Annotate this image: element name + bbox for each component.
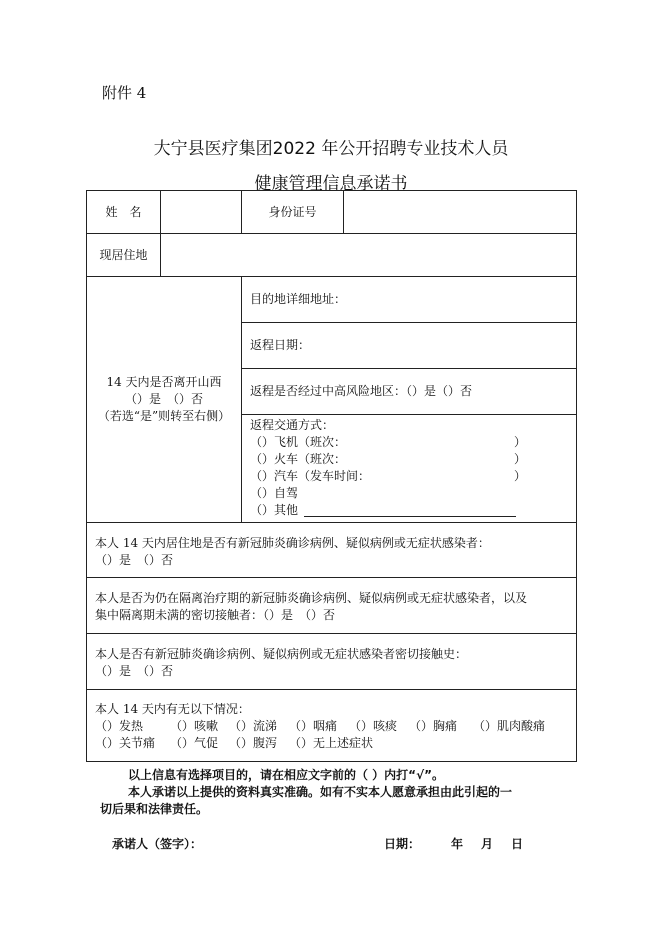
question-2-cell (86, 577, 577, 634)
return-date-label: 返程日期： (250, 338, 311, 352)
symptom-cough[interactable]: （）咳嗽 (170, 719, 219, 733)
left-travel-cell (86, 276, 242, 523)
question-1-cell (86, 522, 577, 578)
commitment-note-line2: 切后果和法律责任。 (100, 802, 209, 816)
date-month: 月 (481, 837, 494, 851)
symptom-muscle-ache[interactable]: （）肌肉酸痛 (473, 719, 546, 733)
question-4-cell (86, 689, 577, 762)
destination-label: 目的地详细地址： (250, 292, 347, 306)
symptom-phlegm[interactable]: （）咳痰 (349, 719, 398, 733)
transport-plane[interactable]: （）飞机（班次： (250, 435, 347, 449)
id-field[interactable] (343, 190, 577, 234)
question-1-options[interactable]: （）是 （）否 (95, 553, 174, 567)
transport-car[interactable]: （）汽车（发车时间： (250, 469, 371, 483)
symptom-sore-throat[interactable]: （）咽痛 (289, 719, 338, 733)
question-3-cell (86, 633, 577, 690)
document-title: 大宁县医疗集团2022 年公开招聘专业技术人员 (153, 139, 509, 159)
date-year: 年 (451, 837, 464, 851)
transport-title: 返程交通方式： (250, 418, 335, 432)
risk-area-label: 返程是否经过中高风险地区：（）是（）否 (250, 384, 473, 398)
left-travel-line3: （若选“是”则转至右侧） (97, 409, 231, 423)
question-4-title: 本人 14 天内有无以下情况： (95, 702, 250, 716)
symptom-fever[interactable]: （）发热 (95, 719, 144, 733)
question-2-text1: 本人是否为仍在隔离治疗期的新冠肺炎确诊病例、疑似病例或无症状感染者，以及 (95, 591, 528, 605)
transport-cell (241, 414, 577, 523)
symptom-diarrhea[interactable]: （）腹泻 (229, 736, 278, 750)
question-2-text2[interactable]: 集中隔离期未满的密切接触者：（）是 （）否 (95, 608, 336, 622)
transport-other-underline[interactable] (304, 502, 516, 517)
transport-train[interactable]: （）火车（班次： (250, 452, 347, 466)
document-subtitle: 健康管理信息承诺书 (254, 174, 408, 194)
question-1-text: 本人 14 天内居住地是否有新冠肺炎确诊病例、疑似病例或无症状感染者： (95, 536, 490, 550)
symptom-row-1 (95, 718, 568, 735)
symptom-chest-pain[interactable]: （）胸痛 (409, 719, 458, 733)
name-field[interactable] (160, 190, 242, 234)
symptom-joint-pain[interactable]: （）关节痛 (95, 736, 156, 750)
symptom-none[interactable]: （）无上述症状 (289, 736, 374, 750)
commitment-note-line1: 本人承诺以上提供的资料真实准确。如有不实本人愿意承担由此引起的一 (128, 785, 513, 799)
symptom-row-2 (95, 735, 568, 752)
transport-self[interactable]: （）自驾 (250, 486, 299, 500)
return-date-cell[interactable] (241, 322, 577, 369)
risk-area-cell[interactable] (241, 368, 577, 415)
transport-plane-close: ） (514, 435, 527, 449)
left-travel-line1: 14 天内是否离开山西 (106, 375, 222, 389)
selection-note: 以上信息有选择项目的，请在相应文字前的（ ）内打“√”。 (128, 768, 444, 782)
annex-label: 附件 4 (102, 84, 147, 102)
left-travel-line2[interactable]: （）是 （）否 (124, 392, 203, 406)
date-day: 日 (511, 837, 524, 851)
signature-label: 承诺人（签字）： (112, 837, 203, 851)
address-field[interactable] (160, 233, 577, 277)
transport-train-close: ） (514, 452, 527, 466)
name-label: 姓 名 (86, 190, 161, 234)
transport-other[interactable]: （）其他 (250, 503, 299, 517)
question-3-text: 本人是否有新冠肺炎确诊病例、疑似病例或无症状感染者密切接触史： (95, 647, 468, 661)
destination-cell[interactable] (241, 276, 577, 323)
address-label: 现居住地 (86, 233, 161, 277)
question-3-options[interactable]: （）是 （）否 (95, 664, 174, 678)
date-label: 日期： (384, 837, 421, 851)
id-label: 身份证号 (241, 190, 344, 234)
transport-car-close: ） (514, 469, 527, 483)
symptom-shortness-of-breath[interactable]: （）气促 (170, 736, 219, 750)
symptom-runny-nose[interactable]: （）流涕 (229, 719, 278, 733)
